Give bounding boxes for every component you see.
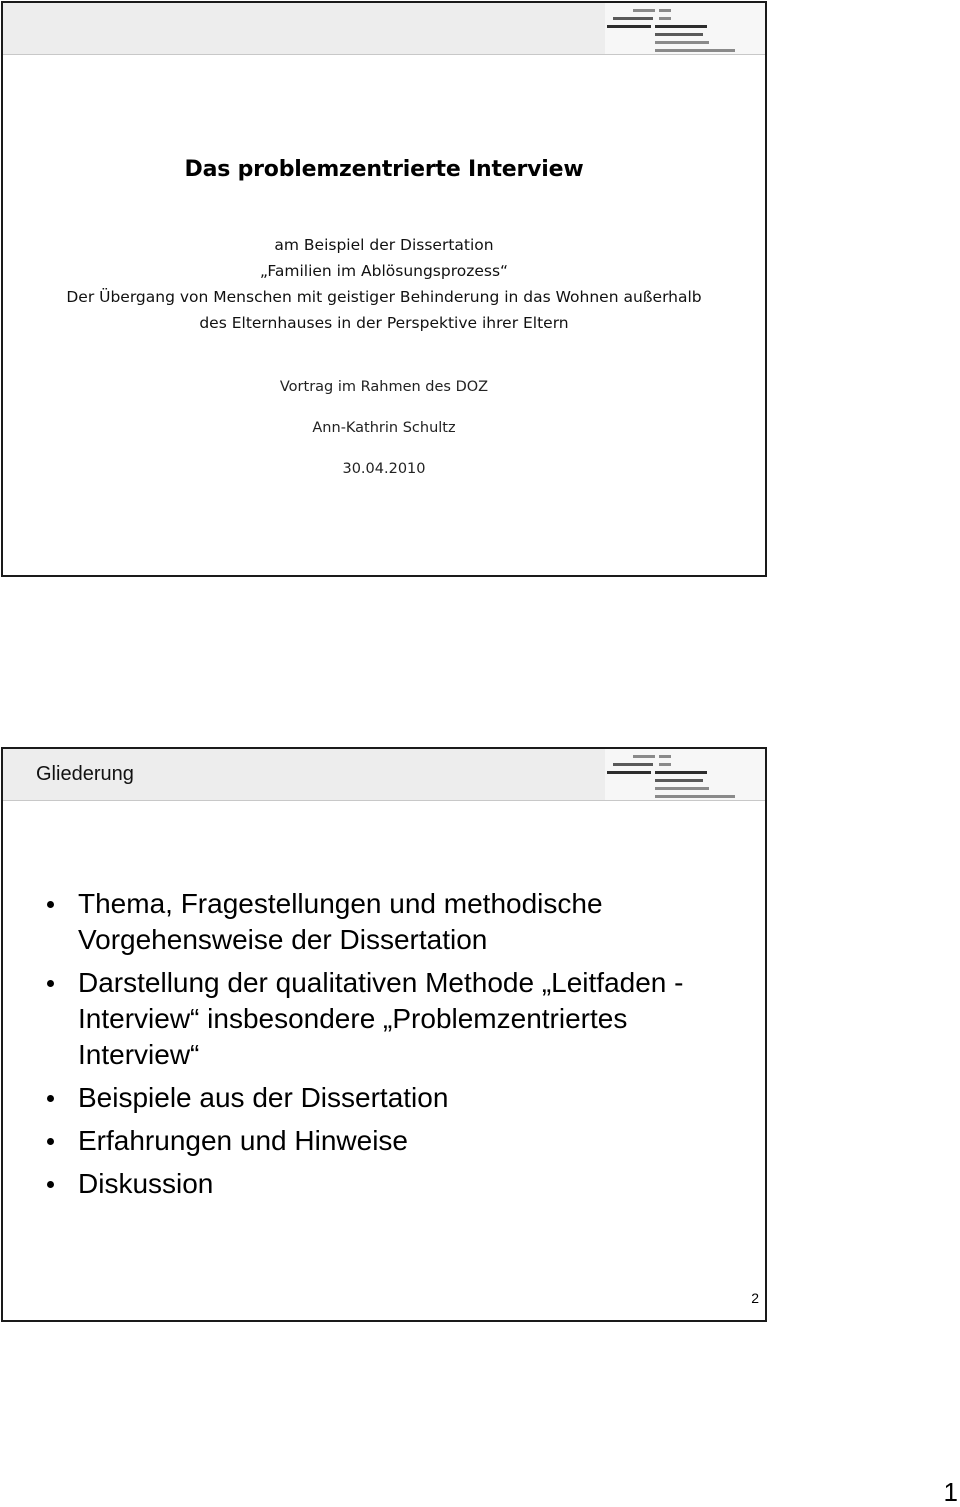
list-item-text: Thema, Fragestellungen und methodische Vorgehensweise der Dissertation — [78, 888, 603, 955]
list-item-text: Beispiele aus der Dissertation — [78, 1082, 449, 1113]
slide-title — [1, 1, 767, 577]
author-name: Ann-Kathrin Schultz — [312, 420, 456, 436]
slide-header-bar — [3, 749, 765, 801]
slide-heading: Gliederung — [36, 763, 134, 785]
university-logo-icon — [605, 3, 765, 54]
list-item — [47, 965, 737, 1073]
list-item — [47, 886, 737, 958]
outline-list — [47, 886, 737, 1209]
university-logo-icon — [605, 749, 765, 800]
page-number: 1 — [943, 1477, 958, 1507]
list-item-text: Darstellung der qualitativen Methode „Leitfaden - Interview“ insbesondere „Problemzentriertes Interview“ — [78, 967, 684, 1070]
list-item-text: Erfahrungen und Hinweise — [78, 1125, 408, 1156]
subtitle-line: „Familien im Ablösungsprozess“ — [259, 262, 509, 280]
bullet-dot-icon — [47, 1095, 54, 1102]
list-item-text: Diskussion — [78, 1168, 214, 1199]
bullet-dot-icon — [47, 980, 54, 987]
slide-header-bar — [3, 3, 765, 55]
bullet-dot-icon — [47, 1138, 54, 1145]
bullet-dot-icon — [47, 901, 54, 908]
slide-outline — [1, 747, 767, 1322]
presentation-title: Das problemzentrierte Interview — [184, 157, 584, 182]
presentation-date: 30.04.2010 — [342, 461, 426, 477]
bullet-dot-icon — [47, 1181, 54, 1188]
context-text: Vortrag im Rahmen des DOZ — [279, 379, 489, 395]
subtitle-line: Der Übergang von Menschen mit geistiger Behinderung in das Wohnen außerhalb — [66, 288, 702, 306]
list-item — [47, 1166, 737, 1202]
list-item — [47, 1080, 737, 1116]
list-item — [47, 1123, 737, 1159]
subtitle-line: des Elternhauses in der Perspektive ihrer Eltern — [199, 314, 569, 332]
slide-number: 2 — [751, 1290, 759, 1306]
subtitle-line: am Beispiel der Dissertation — [274, 236, 494, 254]
